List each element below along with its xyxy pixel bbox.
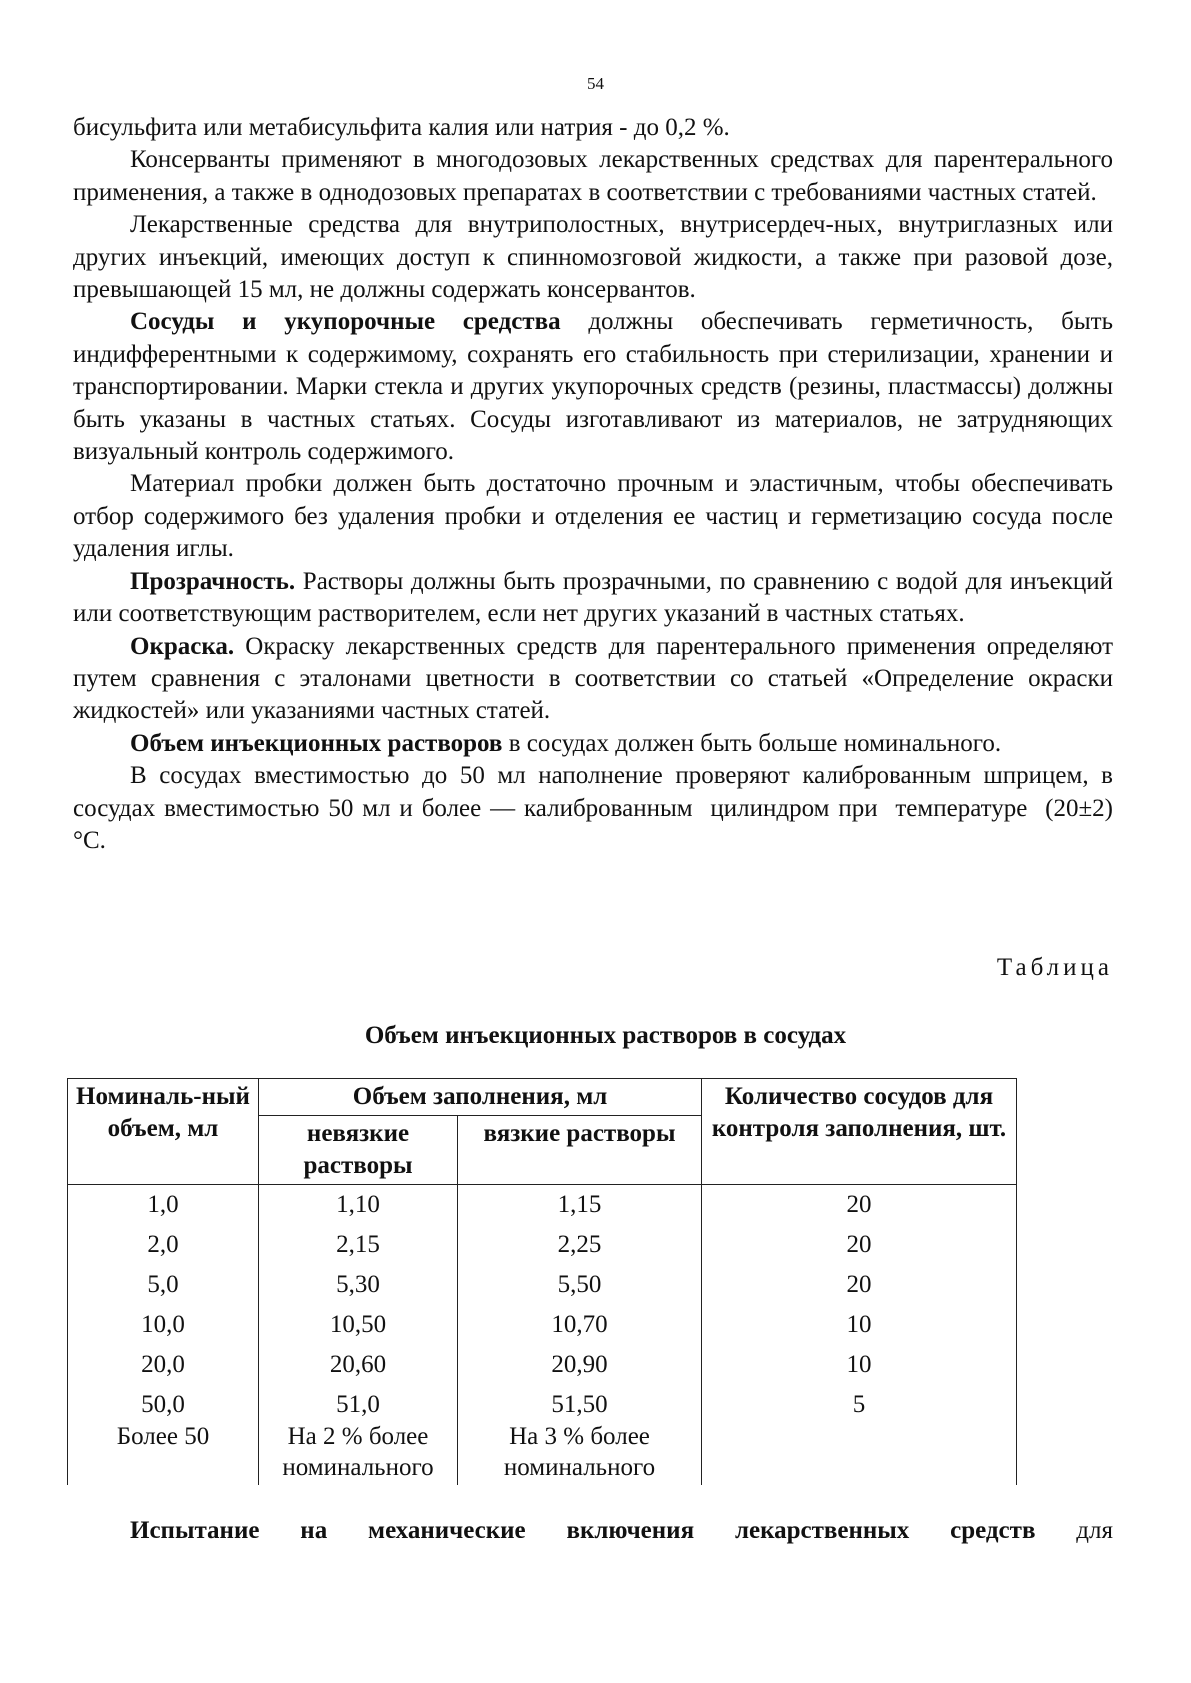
next-section-heading xyxy=(73,1515,1113,1547)
table-row xyxy=(68,1309,1017,1349)
table-row xyxy=(68,1389,1017,1421)
table-row xyxy=(68,1349,1017,1389)
cell-viscous: 2,25 xyxy=(458,1229,702,1269)
table-row xyxy=(68,1185,1017,1230)
table-label: Таблица xyxy=(996,954,1113,981)
body-text xyxy=(73,112,1120,857)
paragraph-7-heading: Окраска. xyxy=(130,632,235,660)
cell-non-viscous: 1,10 xyxy=(259,1185,458,1230)
cell-count xyxy=(702,1421,1017,1485)
header-fill-volume: Объем заполнения, мл xyxy=(259,1079,702,1116)
cell-viscous: 1,15 xyxy=(458,1185,702,1230)
cell-nominal: Более 50 xyxy=(68,1421,259,1485)
table-row xyxy=(68,1421,1017,1485)
paragraph-6 xyxy=(73,566,1113,631)
cell-count: 20 xyxy=(702,1185,1017,1230)
paragraph-5: Материал пробки должен быть достаточно прочным и эластичным, чтобы обеспечивать отбор содержимого без удаления пробки и отделения ее частиц и герметизацию сосуда после удаления иглы. xyxy=(73,470,1113,563)
page-number: 54 xyxy=(587,74,604,93)
table-title: Объем инъекционных растворов в сосудах xyxy=(364,1022,847,1049)
cell-nominal: 10,0 xyxy=(68,1309,259,1349)
cell-viscous: 5,50 xyxy=(458,1269,702,1309)
cell-count: 20 xyxy=(702,1229,1017,1269)
cell-non-viscous: 51,0 xyxy=(259,1389,458,1421)
paragraph-8-heading: Объем инъекционных растворов xyxy=(130,729,503,757)
header-vessel-count: Количество сосудов для контроля заполнения, шт. xyxy=(702,1079,1017,1185)
cell-count: 10 xyxy=(702,1309,1017,1349)
paragraph-1: бисульфита или метабисульфита калия или натрия - до 0,2 %. xyxy=(73,114,730,141)
cell-viscous: 10,70 xyxy=(458,1309,702,1349)
paragraph-4-text: должны обеспечивать герметичность, быть индифферентными к содержимому, сохранять его стабильность при стерилизации, хранении и транспортировании. Марки стекла и других укупорочных средств (резины, пластмассы) должны быть указаны в частных статьях. Сосуды изготавливают из материалов, не затрудняющих визуальный контроль содержимого. xyxy=(73,308,1113,466)
cell-non-viscous: 20,60 xyxy=(259,1349,458,1389)
cell-non-viscous: 10,50 xyxy=(259,1309,458,1349)
paragraph-9: В сосудах вместимостью до 50 мл наполнение проверяют калиброванным шприцем, в сосудах вместимостью 50 мл и более — калиброванным цилиндром при температуре (20±2) °С. xyxy=(73,762,1120,854)
paragraph-3: Лекарственные средства для внутриполостных, внутрисердеч-ных, внутриглазных или других инъекций, имеющих доступ к спинномозговой жидкости, а также при разовой дозе, превышающей 15 мл, не должны содержать консервантов. xyxy=(73,211,1113,304)
cell-nominal: 2,0 xyxy=(68,1229,259,1269)
paragraph-8-text: в сосудах должен быть больше номинального. xyxy=(502,729,1002,757)
cell-non-viscous: 5,30 xyxy=(259,1269,458,1309)
table-header-row xyxy=(68,1079,1017,1116)
table-row xyxy=(68,1269,1017,1309)
next-section-heading-bold: Испытание на механические включения лекарственных средств xyxy=(130,1517,1036,1544)
cell-count: 5 xyxy=(702,1389,1017,1421)
fill-volume-table xyxy=(67,1078,1017,1485)
cell-viscous: 20,90 xyxy=(458,1349,702,1389)
header-viscous: вязкие растворы xyxy=(458,1116,702,1185)
cell-viscous: На 3 % более номинального xyxy=(458,1421,702,1485)
paragraph-7 xyxy=(73,631,1113,728)
paragraph-4-heading: Сосуды и укупорочные средства xyxy=(130,308,561,336)
paragraph-4 xyxy=(73,306,1113,468)
header-non-viscous: невязкие растворы xyxy=(259,1116,458,1185)
paragraph-2: Консерванты применяют в многодозовых лекарственных средствах для парентерального применения, а также в однодозовых препаратах в соответствии с требованиями частных статей. xyxy=(73,146,1113,206)
cell-nominal: 5,0 xyxy=(68,1269,259,1309)
cell-viscous: 51,50 xyxy=(458,1389,702,1421)
paragraph-6-text: Растворы должны быть прозрачными, по сравнению с водой для инъекций или соответствующим растворителем, если нет других указаний в частных статьях. xyxy=(73,567,1113,628)
cell-nominal: 50,0 xyxy=(68,1389,259,1421)
cell-nominal: 20,0 xyxy=(68,1349,259,1389)
next-section-heading-text: для xyxy=(1035,1517,1113,1544)
cell-nominal: 1,0 xyxy=(68,1185,259,1230)
cell-non-viscous: На 2 % более номинального xyxy=(259,1421,458,1485)
table-row xyxy=(68,1229,1017,1269)
cell-count: 10 xyxy=(702,1349,1017,1389)
paragraph-7-text: Окраску лекарственных средств для парентерального применения определяют путем сравнения с эталонами цветности в соответствии со статьей «Определение окраски жидкостей» или указаниями частных статей. xyxy=(73,632,1113,725)
paragraph-6-heading: Прозрачность. xyxy=(130,567,296,595)
paragraph-8 xyxy=(73,728,1113,760)
header-nominal-volume: Номиналь-ный объем, мл xyxy=(68,1079,259,1185)
cell-count: 20 xyxy=(702,1269,1017,1309)
cell-non-viscous: 2,15 xyxy=(259,1229,458,1269)
